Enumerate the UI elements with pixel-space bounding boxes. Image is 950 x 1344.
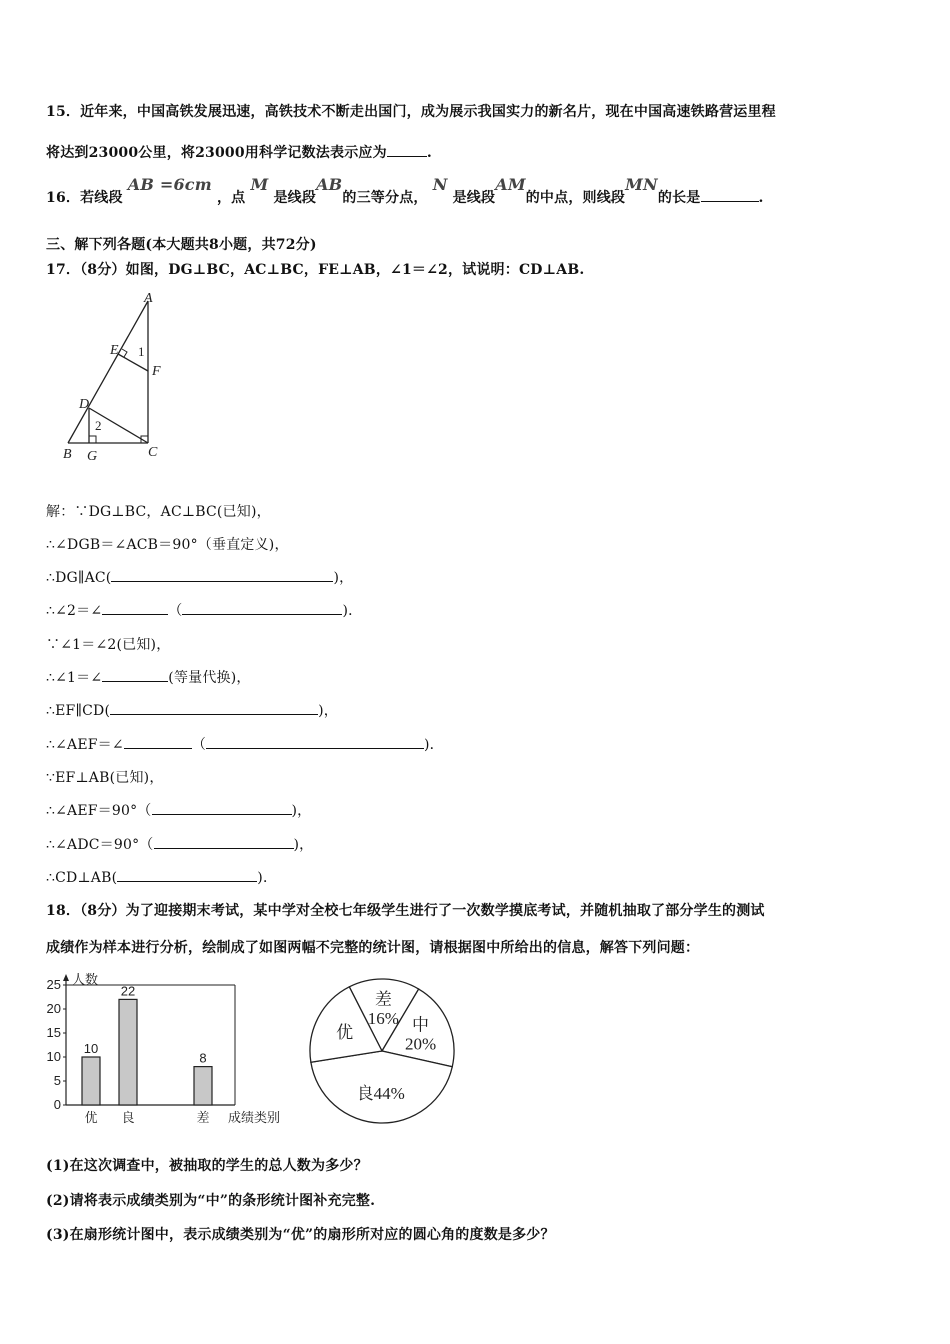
bar-良	[119, 999, 137, 1105]
q18-line2: 成绩作为样本进行分析，绘制成了如图两幅不完整的统计图，请根据图中所给出的信息，解答下列问题：	[46, 940, 700, 956]
q16-t5: 是线段	[452, 190, 496, 206]
q17-step-12	[46, 867, 277, 887]
q17-step-6	[46, 667, 251, 687]
pie-label-优: 优	[336, 1022, 354, 1042]
y-tick-label: 0	[53, 1097, 61, 1112]
section3-title: 三、解下列各题(本大题共8小题，共72分)	[46, 237, 317, 253]
label-e: E	[110, 343, 119, 358]
q15-answer-blank[interactable]	[387, 143, 427, 157]
label-b: B	[63, 447, 72, 462]
q17-blank-3[interactable]	[111, 568, 333, 582]
pie-percent-差: 16%	[367, 1009, 399, 1029]
q16-answer-blank[interactable]	[701, 188, 759, 202]
q16-t1: 16．若线段	[46, 190, 123, 206]
q17-step-7	[46, 700, 338, 720]
x-axis-label: 成绩类别	[228, 1110, 281, 1125]
bar-差	[194, 1067, 212, 1105]
q16-t3: 是线段	[273, 190, 317, 206]
y-tick-label: 15	[46, 1025, 61, 1040]
q15-line2	[46, 142, 432, 162]
q17-step-9: ∵EF⊥AB(已知)，	[46, 770, 164, 786]
q16-math-n: N	[432, 175, 448, 194]
q17-step-2: ∴∠DGB＝∠ACB＝90°（垂直定义)，	[46, 537, 289, 553]
right-angle-e	[122, 349, 127, 357]
q17-step-12-tail: )．	[257, 870, 278, 886]
label-2: 2	[95, 418, 102, 433]
q17-step-3-tail: )，	[333, 570, 354, 586]
q17-step-4	[46, 600, 362, 620]
x-tick-label: 差	[196, 1110, 210, 1125]
q17-geometry-figure	[55, 288, 175, 468]
q16-line	[46, 175, 764, 207]
q17-step-10	[46, 800, 311, 820]
bar-data-label: 22	[120, 983, 136, 999]
y-tick-label: 5	[53, 1073, 61, 1088]
label-g: G	[87, 449, 98, 464]
q17-step-7-tail: )，	[318, 703, 338, 719]
q17-step-4-mid: （	[168, 603, 183, 619]
label-a: A	[144, 291, 153, 306]
q17-step-5: ∵∠1＝∠2(已知)，	[46, 637, 171, 653]
q17-step-3	[46, 567, 353, 587]
q16-math-m: M	[250, 175, 269, 194]
q17-blank-8b[interactable]	[206, 735, 424, 749]
label-d: D	[79, 397, 90, 412]
q16-t4: 的三等分点，	[342, 190, 428, 206]
pie-label-差: 差	[374, 990, 392, 1010]
q15-text: 将达到23000公里，将23000用科学记数法表示应为	[46, 145, 387, 161]
q17-step-3-text: ∴DG∥AC(	[46, 570, 112, 586]
q17-blank-12[interactable]	[117, 868, 257, 882]
q18-sub3: (3)在扇形统计图中，表示成绩类别为“优”的扇形所对应的圆心角的度数是多少？	[46, 1227, 555, 1243]
pie-percent-中: 20%	[404, 1034, 437, 1054]
q17-step-8-tail: )．	[424, 737, 444, 753]
q16-math-mn: MN	[625, 175, 658, 194]
q17-blank-4a[interactable]	[102, 601, 168, 615]
q17-step-6-tail: (等量代换)，	[168, 670, 251, 686]
q18-line1: 18．（8分）为了迎接期末考试，某中学对全校七年级学生进行了一次数学摸底考试，并随机抽取了部分学生的测试	[46, 903, 765, 919]
q17-step-10-tail: )，	[291, 803, 312, 819]
bar-优	[82, 1057, 100, 1105]
q16-math-am: AM	[495, 175, 526, 194]
q18-sub1: (1)在这次调查中，被抽取的学生的总人数为多少？	[46, 1158, 368, 1174]
q17-blank-6[interactable]	[102, 668, 168, 682]
q16-math-ab-6cm: AB =6cm	[127, 175, 212, 194]
label-1: 1	[138, 344, 145, 359]
q15-period: .	[426, 145, 432, 161]
q17-step-10-text: ∴∠AEF＝90°（	[46, 803, 152, 819]
q18-bar-chart	[40, 968, 305, 1128]
q17-step-4-tail: )．	[342, 603, 363, 619]
q15-line1: 15．近年来，中国高铁发展迅速，高铁技术不断走出国门，成为展示我国实力的新名片，现在中国高速铁路营运里程	[46, 104, 776, 120]
q17-step-4-text: ∴∠2＝∠	[46, 603, 103, 619]
q17-blank-7[interactable]	[110, 701, 318, 715]
q17-blank-11[interactable]	[154, 835, 294, 849]
q16-t7: 的长是	[657, 190, 701, 206]
q16-t8: .	[758, 190, 764, 206]
q17-step-12-text: ∴CD⊥AB(	[46, 870, 118, 886]
q17-step-11	[46, 834, 313, 854]
q17-step-11-text: ∴∠ADC＝90°（	[46, 837, 154, 853]
pie-label-中: 中	[412, 1015, 430, 1035]
q17-step-1: 解：∵DG⊥BC，AC⊥BC(已知)，	[46, 504, 271, 520]
q17-blank-10[interactable]	[152, 801, 292, 815]
y-axis-arrow	[63, 974, 69, 981]
q17-blank-8a[interactable]	[124, 735, 192, 749]
q17-step-8-text: ∴∠AEF＝∠	[46, 737, 124, 753]
q18-sub2: (2)请将表示成绩类别为“中”的条形统计图补充完整.	[46, 1193, 376, 1209]
pie-label-良: 良44%	[356, 1083, 405, 1103]
q17-step-6-text: ∴∠1＝∠	[46, 670, 103, 686]
q16-math-ab: AB	[316, 175, 343, 194]
right-angle-g	[89, 436, 96, 443]
segment-ab	[68, 301, 148, 443]
q17-step-8-mid: （	[191, 737, 207, 753]
label-c: C	[148, 445, 158, 460]
x-tick-label: 良	[121, 1110, 135, 1125]
bar-data-label: 10	[83, 1041, 99, 1056]
q16-t2: ，点	[216, 190, 246, 206]
q17-step-7-text: ∴EF∥CD(	[46, 703, 111, 719]
label-f: F	[152, 364, 161, 379]
x-tick-label: 优	[84, 1110, 98, 1125]
q17-step-8	[46, 734, 444, 754]
q18-pie-chart	[305, 975, 460, 1130]
y-tick-label: 10	[46, 1049, 61, 1064]
q16-t6: 的中点，则线段	[525, 190, 626, 206]
q17-stem: 17．（8分）如图，DG⊥BC，AC⊥BC，FE⊥AB，∠1＝∠2，试说明：CD⊥AB.	[46, 262, 585, 278]
q17-blank-4b[interactable]	[182, 601, 342, 615]
y-tick-label: 25	[46, 977, 61, 992]
y-axis-label: 人数	[72, 972, 99, 987]
q17-step-11-tail: )，	[293, 837, 314, 853]
y-tick-label: 20	[46, 1001, 61, 1016]
bar-data-label: 8	[199, 1050, 207, 1066]
